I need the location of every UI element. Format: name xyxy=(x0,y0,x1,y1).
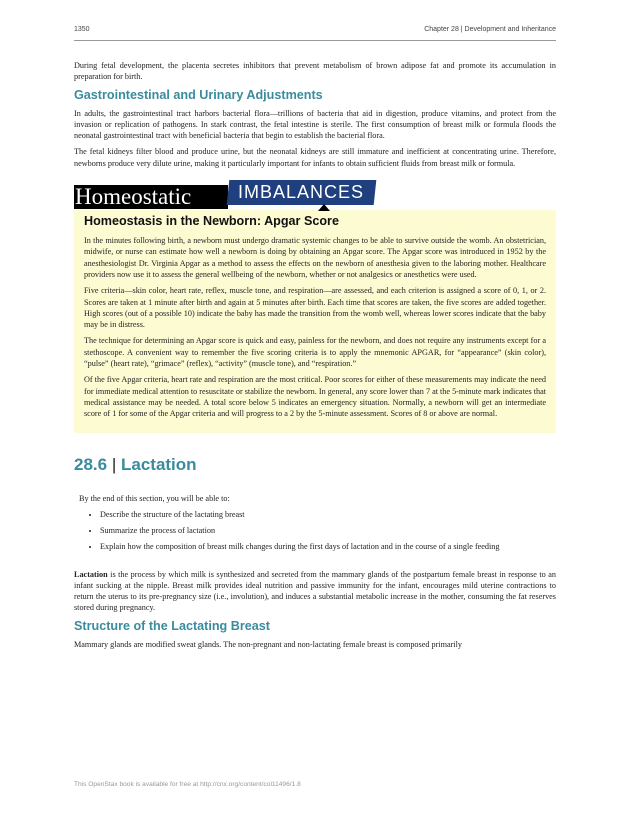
objectives-list xyxy=(79,509,556,552)
section-number: 28.6 xyxy=(74,454,108,474)
feature-paragraph-3: The technique for determining an Apgar score is quick and easy, painless for the newborn, and does not require any instruments except for a stethoscope. A convenient way to remember the five scoring criteria is to apply the mnemonic APGAR, for “appearance” (skin color), “pulse” (heart rate), “grimace” (reflex), “activity” (muscle tone), and “respiration.” xyxy=(84,336,546,369)
gi-paragraph-1: In adults, the gastrointestinal tract harbors bacterial flora—trillions of bacteria that aid in digestion, produce vitamins, and protect from the invasion or replication of pathogens. In stark contrast, the fetal intestine is sterile. The first consumption of breast milk or formula floods the neonatal gastrointestinal tract with beneficial bacteria that begin to establish the bacterial flora. xyxy=(74,108,556,141)
gi-paragraph-2: The fetal kidneys filter blood and produce urine, but the neonatal kidneys are still immature and inefficient at concentrating urine. Therefore, newborns produce very dilute urine, making it particularly important for infants to obtain sufficient fluids from breast milk or formula. xyxy=(74,147,556,168)
banner-label-imbalances-text: IMBALANCES xyxy=(238,182,365,203)
page-footer: This OpenStax book is available for free at http://cnx.org/content/col11496/1.8 xyxy=(74,781,301,788)
section-separator: | xyxy=(111,454,117,474)
section-heading xyxy=(74,455,556,475)
chapter-title: Chapter 28 | Development and Inheritance xyxy=(424,26,556,33)
feature-paragraph-2: Five criteria—skin color, heart rate, reflex, muscle tone, and respiration—are assessed, and each criterion is assigned a score of 0, 1, or 2. Scores are taken at 1 minute after birth and again at 5 minutes after birth. Each time that scores are taken, the five scores are added together. High scores (out of a possible 10) indicate the baby has made the transition from the womb well, whereas lower scores indicate that the baby may be in distress. xyxy=(84,286,546,330)
gi-section-heading: Gastrointestinal and Urinary Adjustments xyxy=(74,87,323,102)
learning-objectives xyxy=(74,493,556,552)
section-title: Lactation xyxy=(120,454,197,474)
objective-item: • Summarize the process of lactation xyxy=(100,525,556,536)
feature-paragraph-1: In the minutes following birth, a newborn must undergo dramatic systemic changes to be able to survive outside the womb. An obstetrician, midwife, or nurse can estimate how well a newborn is doing by obtaining an Apgar score. The Apgar score was introduced in 1952 by the anesthesiologist Dr. Virginia Apgar as a method to assess the effects on the newborn of anesthesia given to the laboring mother. Healthcare providers now use it to assess the general wellbeing of the newborn, whether or not analgesics or anesthetics were used. xyxy=(84,236,546,279)
imbalances-feature-box xyxy=(74,210,556,432)
feature-paragraph-4: Of the five Apgar criteria, heart rate and respiration are the most critical. Poor scores for either of these measurements may indicate the need for immediate medical attention to resuscitate or stabilize the newborn. In general, any score lower than 7 at the 5-minute mark indicates that medical assistance may be needed. A total score below 5 indicates an emergency situation. Normally, a newborn will get an intermediate score of 1 for some of the Apgar criteria and will progress to a 2 by the 5-minute assessment. Scores of 8 or above are normal. xyxy=(84,375,546,419)
page-number: 1350 xyxy=(74,26,90,33)
objective-item: • Describe the structure of the lactating breast xyxy=(100,509,556,520)
main-content xyxy=(74,60,556,655)
objective-item: • Explain how the composition of breast milk changes during the first days of lactation and in the course of a single feeding xyxy=(100,541,556,552)
structure-section-heading: Structure of the Lactating Breast xyxy=(74,618,270,633)
homeostatic-imbalances-banner xyxy=(74,180,556,212)
structure-paragraph: Mammary glands are modified sweat glands. The non-pregnant and non-lactating female breast is composed primarily xyxy=(74,639,462,649)
lactation-paragraph xyxy=(74,569,556,614)
running-header xyxy=(74,26,556,33)
banner-label-imbalances xyxy=(227,180,377,205)
lactation-term: Lactation xyxy=(74,569,108,579)
lactation-text: is the process by which milk is synthesized and secreted from the mammary glands of the postpartum female breast in response to an infant sucking at the nipple. Breast milk provides ideal nutrition and passive immunity for the infant, encourages mild uterine contractions to return the uterus to its pre-pregnancy size (i.e., involution), and induces a substantial metabolic increase in the mother, consuming the fat reserves stored during pregnancy. xyxy=(74,569,556,613)
objectives-intro: By the end of this section, you will be able to: xyxy=(79,493,230,503)
feature-box-title: Homeostasis in the Newborn: Apgar Score xyxy=(84,214,339,229)
intro-paragraph: During fetal development, the placenta secretes inhibitors that prevent metabolism of brown adipose fat and promote its accumulation in preparation for birth. xyxy=(74,61,556,82)
banner-label-homeostatic: Homeostatic xyxy=(74,185,228,209)
banner-pointer xyxy=(318,204,330,211)
header-rule xyxy=(74,40,556,41)
